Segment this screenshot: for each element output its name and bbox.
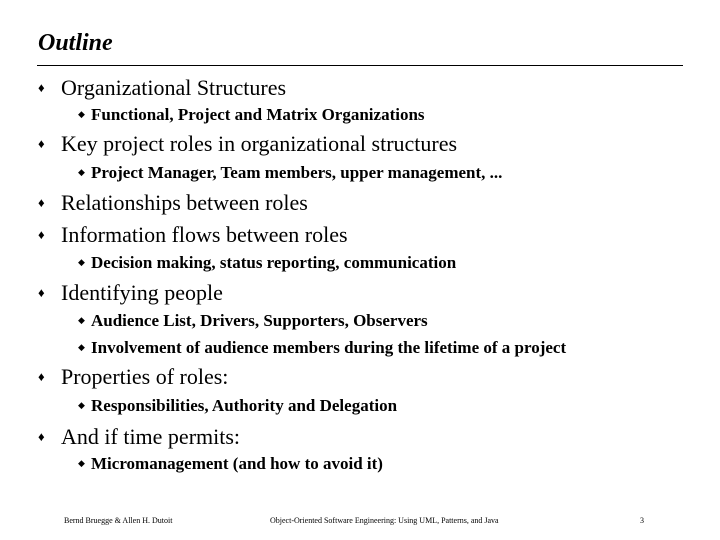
- small-diamond-bullet-icon: ◆: [78, 167, 85, 177]
- outline-subitem-text: Micromanagement (and how to avoid it): [91, 454, 383, 473]
- outline-subitem: [78, 311, 428, 333]
- diamond-bullet-icon: ♦: [38, 80, 45, 95]
- slide-title: Outline: [38, 30, 113, 56]
- diamond-bullet-icon: ♦: [38, 369, 45, 384]
- diamond-bullet-icon: ♦: [38, 227, 45, 242]
- outline-item: [38, 364, 228, 393]
- diamond-bullet-icon: ♦: [38, 195, 45, 210]
- outline-subitem-text: Audience List, Drivers, Supporters, Observers: [91, 311, 428, 330]
- footer-book-title: Object-Oriented Software Engineering: Using UML, Patterns, and Java: [270, 516, 499, 525]
- outline-subitem-text: Functional, Project and Matrix Organizations: [91, 105, 425, 124]
- outline-subitem-text: Decision making, status reporting, communication: [91, 253, 457, 272]
- outline-subitem: [78, 454, 383, 476]
- diamond-bullet-icon: ♦: [38, 429, 45, 444]
- outline-subitem: [78, 105, 425, 127]
- outline-subitem-text: Project Manager, Team members, upper management, ...: [91, 163, 503, 182]
- outline-item-text: Properties of roles:: [61, 364, 229, 389]
- outline-subitem: [78, 396, 397, 418]
- outline-item-text: Identifying people: [61, 280, 223, 305]
- outline-subitem: [78, 253, 456, 275]
- outline-item: [38, 424, 240, 453]
- outline-subitem-text: Involvement of audience members during the lifetime of a project: [91, 338, 567, 357]
- outline-item-text: Key project roles in organizational structures: [61, 131, 458, 156]
- small-diamond-bullet-icon: ◆: [78, 109, 85, 119]
- small-diamond-bullet-icon: ◆: [78, 400, 85, 410]
- diamond-bullet-icon: ♦: [38, 136, 45, 151]
- footer-page-number: 3: [640, 516, 644, 525]
- outline-subitem-text: Responsibilities, Authority and Delegation: [91, 396, 398, 415]
- outline-item: [38, 222, 348, 251]
- outline-item: [38, 75, 286, 104]
- small-diamond-bullet-icon: ◆: [78, 315, 85, 325]
- diamond-bullet-icon: ♦: [38, 285, 45, 300]
- outline-item-text: Organizational Structures: [61, 75, 287, 100]
- outline-subitem: [78, 338, 566, 360]
- outline-item-text: Information flows between roles: [61, 222, 348, 247]
- outline-item-text: And if time permits:: [61, 424, 241, 449]
- outline-subitem: [78, 163, 502, 185]
- small-diamond-bullet-icon: ◆: [78, 342, 85, 352]
- outline-item: [38, 280, 223, 309]
- title-divider: [37, 65, 683, 66]
- outline-item-text: Relationships between roles: [61, 190, 308, 215]
- small-diamond-bullet-icon: ◆: [78, 257, 85, 267]
- small-diamond-bullet-icon: ◆: [78, 458, 85, 468]
- outline-item: [38, 131, 457, 160]
- outline-item: [38, 190, 308, 219]
- footer-authors: Bernd Bruegge & Allen H. Dutoit: [64, 516, 173, 525]
